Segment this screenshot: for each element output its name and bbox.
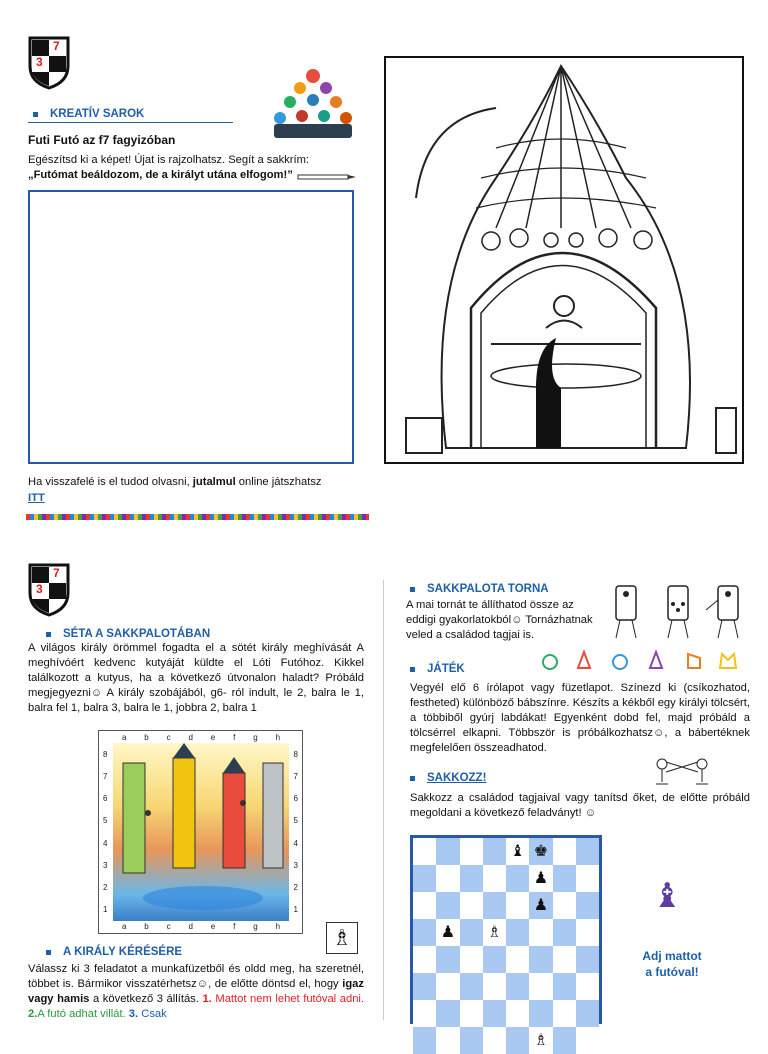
board-square [553,1027,576,1054]
board-square [460,1000,483,1027]
castle-scene [113,743,289,921]
board-square [413,919,436,946]
board-square [436,1027,459,1054]
board-square [529,973,552,1000]
chess-piece: ♗ [529,1027,552,1054]
board-ranks-right: 8 7 6 5 4 3 2 1 [293,749,298,915]
itt-link[interactable]: ITT [28,492,45,504]
drawing-area-frame[interactable] [28,190,354,464]
section-seta [46,628,210,640]
board-square [436,865,459,892]
board-square [413,1027,436,1054]
chess-piece: ♟ [529,892,552,919]
board-square [529,946,552,973]
reverse-bold: jutalmul [192,476,236,488]
torna-text: A mai tornát te állíthatod össze az eddigi gyakorlatokból☺ Tornázhatnak veled a családod tagjai is. [406,599,593,641]
board-square [413,973,436,1000]
board-square [460,919,483,946]
fencing-pieces-illustration [652,756,712,786]
board-square [506,946,529,973]
section-jatek [410,663,465,675]
board-square [506,892,529,919]
kiraly-text: Válassz ki 3 feladatot a munkafüzetből és oldd meg, ha szeretnél, többet is. Bármikor visszatérhetsz☺, de előtte döntsd el, hogy igaz vagy hamis a következő 3 állítás. 1. Mattot nem lehet futóval adni. 2.A futó adhat villát. 3. Csak [28,963,365,1020]
board-square [553,838,576,865]
shield-number-top: 7 [53,39,60,53]
jatek-label: JÁTÉK [427,663,465,675]
reverse-reading-text [28,474,373,506]
board-square [413,946,436,973]
bullet-icon [46,950,51,955]
shield-logo-2 [28,563,70,617]
shield2-number-top: 7 [53,566,60,580]
board-square [576,865,599,892]
board-square [460,1027,483,1054]
board-square [576,1027,599,1054]
bullet-icon [46,632,51,637]
board-square [576,919,599,946]
board-square [483,946,506,973]
sakkozz-text: Sakkozz a családod tagjaival vagy tanítsd őket, de előtte próbáld megoldani a következő feladványt! ☺ [410,792,750,819]
board-square [553,919,576,946]
section-kreativ-sarok [33,108,233,120]
castle-board-illustration [98,730,303,934]
board-square [553,892,576,919]
shield-number-bottom: 3 [36,55,43,69]
purple-bishop-icon: ♝ [652,877,683,915]
board-square [553,865,576,892]
board-files-top: a b c d e f g h [121,733,281,742]
seta-label: SÉTA A SAKKPALOTÁBAN [63,628,211,640]
chess-piece: ♗ [483,919,506,946]
chess-rhyme: „Futómat beáldozom, de a királyt utána elfogom!” [28,169,293,181]
reverse-prefix: Ha visszafelé is el tudod olvasni, [28,476,190,488]
board-square [436,1000,459,1027]
board-square [576,892,599,919]
section-kiraly [46,946,182,958]
kiraly-label: A KIRÁLY KÉRÉSÉRE [63,946,183,958]
board-square [483,892,506,919]
board-square [553,1000,576,1027]
board-square [576,946,599,973]
reverse-suffix: online játszhatsz [238,476,322,488]
chess-piece: ♟ [529,865,552,892]
section-label: KREATÍV SAROK [50,108,145,120]
sakkozz-label: SAKKOZZ! [427,772,487,784]
board-square [413,865,436,892]
bullet-icon [410,587,415,592]
bullet-icon [410,667,415,672]
jatek-text: Vegyél elő 6 írólapot vagy füzetlapot. Színezd ki (csíkozhatod, festheted) különböző bábszínre. Készíts a kékből egy királyi tölcsért, a többiből gyúrj labdákat! Egyenként dobd fel, majd próbáld a tölcsérrel elkapni. Többször is próbálkozhatsz☺, a bábertéknek megfelelően összeadhatod. [410,682,750,754]
section-underline [28,122,233,123]
board-square [413,838,436,865]
shield2-number-bottom: 3 [36,582,43,596]
torna-label: SAKKPALOTA TORNA [427,583,549,595]
bullet-icon [33,112,38,117]
board-square [576,838,599,865]
board-square [483,838,506,865]
board-square [506,919,529,946]
instructions: Egészítsd ki a képet! Újat is rajzolhatsz. Segít a sakkrím: [28,154,310,166]
shield-logo [28,36,70,90]
board-square [553,973,576,1000]
decorative-strip [26,514,369,520]
board-square [483,973,506,1000]
board-square [436,973,459,1000]
bullet-icon [410,776,415,781]
board-square [436,892,459,919]
board-square [553,946,576,973]
board-square [483,865,506,892]
colorful-pieces-row-illustration [540,646,740,674]
board-square [413,892,436,919]
board-square [436,946,459,973]
board-square [506,973,529,1000]
board-square [436,838,459,865]
section-sakkozz [410,772,486,784]
seta-text: A világos király örömmel fogadta el a sötét király meghívását A meghívóért kedvenc kutyáját küldte el Lóti Futóhoz. Kikkel találkozott a kutyus, ha a következő útvonalon haladt? Próbáld megjegyezni☺ A király szobájából, g6- ról indult, le 2, balra le 1, balra fel 1, balra 3, balra le 1, jobbra 2, balra 1 [28,642,364,714]
board-square [460,946,483,973]
chess-pieces-pyramid-illustration [270,66,356,142]
chess-puzzle-board [410,835,602,1049]
board-square [506,1027,529,1054]
board-square [460,838,483,865]
section-torna [410,583,549,595]
board-square [460,865,483,892]
board-square [529,1000,552,1027]
board-square [460,973,483,1000]
ice-cream-shop-coloring-picture [384,56,744,464]
board-square [506,1000,529,1027]
bishop-drawing-icon: ♗ [326,922,358,954]
chess-piece: ♚ [529,838,552,865]
pencil-icon [298,172,356,182]
board-files-bottom: a b c d e f g h [121,922,281,931]
board-square [576,1000,599,1027]
column-divider [383,580,384,1020]
board-square [483,1000,506,1027]
chess-board-grid [413,838,599,1054]
chess-piece: ♝ [506,838,529,865]
board-ranks-left: 8 7 6 5 4 3 2 1 [103,749,108,915]
board-square [413,1000,436,1027]
board-square [460,892,483,919]
page-heading: Futi Futó az f7 fagyizóban [28,133,176,147]
dice-characters-illustration [610,580,750,644]
board-square [529,919,552,946]
board-square [576,973,599,1000]
board-square [483,1027,506,1054]
puzzle-caption: Adj mattot a futóval! [642,949,702,979]
board-square [506,865,529,892]
chess-piece: ♟ [436,919,459,946]
